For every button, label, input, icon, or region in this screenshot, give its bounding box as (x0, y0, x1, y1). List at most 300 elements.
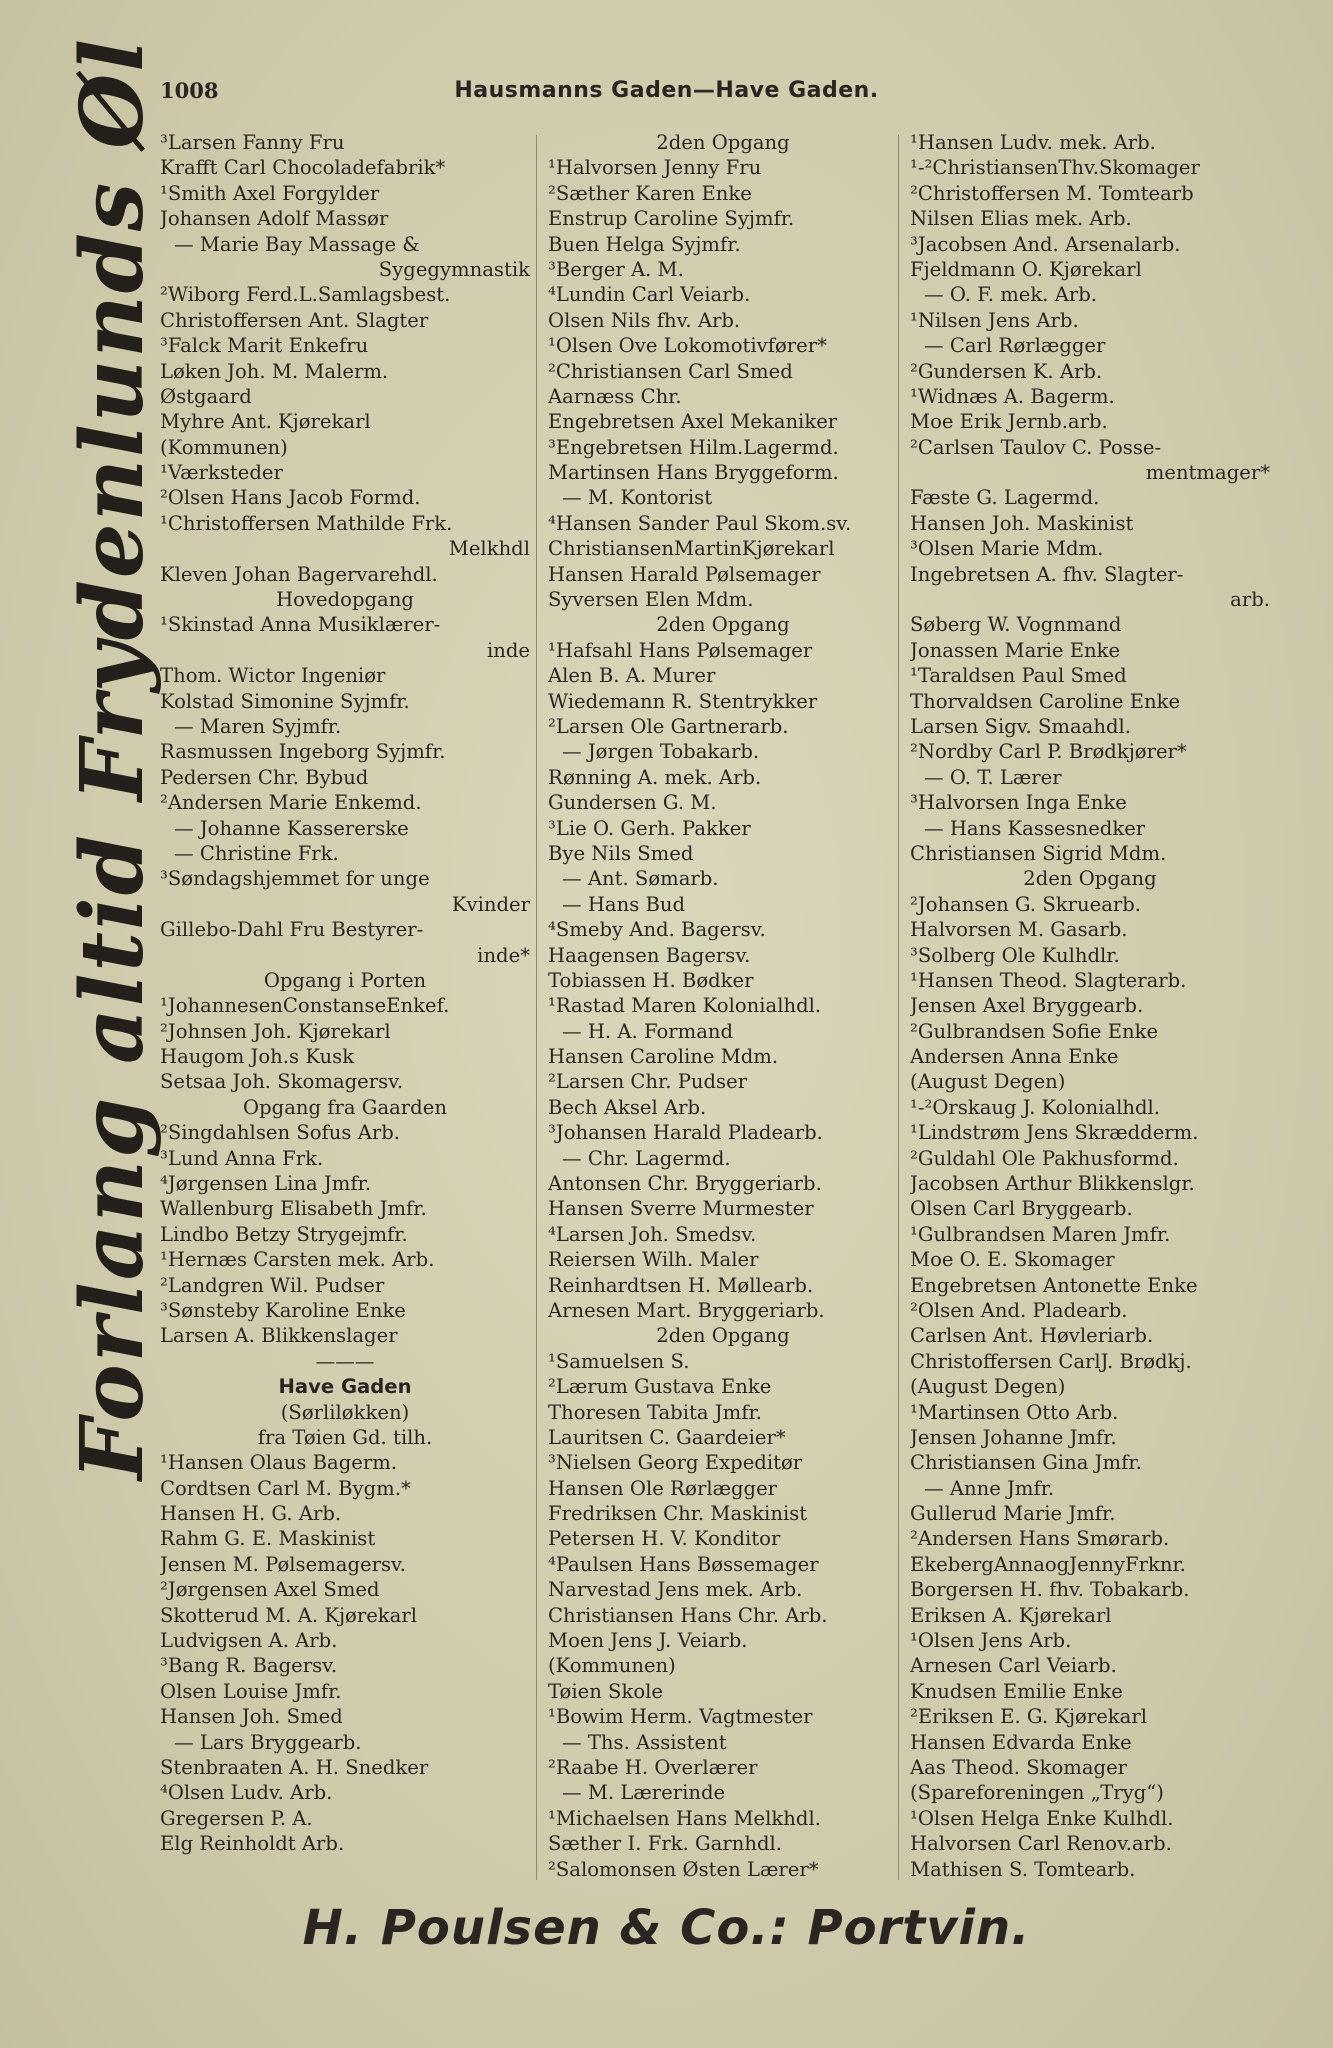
column-rule (898, 135, 899, 1880)
directory-entry (548, 765, 898, 790)
directory-entry (160, 257, 530, 282)
sub-heading (548, 1323, 898, 1348)
entry-text: Christoffersen Ant. Slagter (160, 308, 429, 332)
entry-text: Narvestad Jens mek. Arb. (548, 1578, 803, 1602)
directory-entry (910, 1806, 1270, 1831)
entry-text: ¹Olsen Jens Arb. (910, 1629, 1072, 1653)
directory-entry (910, 1349, 1270, 1374)
entry-text: Haagensen Bagersv. (548, 943, 751, 967)
directory-entry (160, 1730, 530, 1755)
directory-entry (910, 155, 1270, 180)
directory-entry (160, 1577, 530, 1602)
directory-entry (548, 663, 898, 688)
entry-text: Gillebo-Dahl Fru Bestyrer- (160, 918, 424, 942)
sub-heading (160, 1095, 530, 1120)
entry-text: Olsen Louise Jmfr. (160, 1679, 342, 1703)
sub-heading (160, 587, 530, 612)
entry-text: (August Degen) (910, 1375, 1066, 1399)
entry-text: Thorvaldsen Caroline Enke (910, 689, 1181, 713)
entry-text: — Johanne Kassererske (174, 816, 409, 840)
directory-entry (548, 1222, 898, 1247)
entry-text: Olsen Carl Bryggearb. (910, 1197, 1133, 1221)
directory-entry (160, 1196, 530, 1221)
directory-entry (910, 384, 1270, 409)
directory-entry (548, 1171, 898, 1196)
directory-entry (160, 1476, 530, 1501)
entry-text: — Jørgen Tobakarb. (562, 740, 760, 764)
entry-text: Løken Joh. M. Malerm. (160, 359, 389, 383)
entry-text: ¹Olsen Helga Enke Kulhdl. (910, 1806, 1174, 1830)
directory-entry (548, 1146, 898, 1171)
entry-text: ³Engebretsen Hilm.Lagermd. (548, 435, 839, 459)
entry-text: — Ant. Sømarb. (562, 867, 719, 891)
directory-entry (548, 1806, 898, 1831)
entry-text: ¹JohannesenConstanseEnkef. (160, 994, 450, 1018)
entry-text: Elg Reinholdt Arb. (160, 1832, 345, 1856)
directory-entry (910, 1501, 1270, 1526)
entry-text: Wallenburg Elisabeth Jmfr. (160, 1197, 427, 1221)
entry-text: Hovedopgang (276, 588, 414, 612)
entry-text: Østgaard (160, 384, 252, 408)
directory-entry (548, 993, 898, 1018)
directory-entry (160, 892, 530, 917)
directory-entry (160, 282, 530, 307)
entry-text: ²Gundersen K. Arb. (910, 359, 1103, 383)
directory-entry (910, 968, 1270, 993)
directory-entry (160, 1628, 530, 1653)
directory-entry (910, 892, 1270, 917)
entry-text: Setsaa Joh. Skomagersv. (160, 1070, 404, 1094)
directory-entry (548, 1857, 898, 1882)
directory-entry (910, 1222, 1270, 1247)
directory-entry (910, 917, 1270, 942)
directory-entry (910, 282, 1270, 307)
directory-entry (910, 663, 1270, 688)
entry-text: Fæste G. Lagermd. (910, 486, 1100, 510)
entry-text: Andersen Anna Enke (910, 1045, 1119, 1069)
entry-text: ³Halvorsen Inga Enke (910, 791, 1127, 815)
entry-text: Gullerud Marie Jmfr. (910, 1502, 1116, 1526)
directory-entry (160, 1044, 530, 1069)
directory-entry (910, 308, 1270, 333)
directory-entry (548, 1120, 898, 1145)
entry-text: ¹-²ChristiansenThv.Skomager (910, 156, 1200, 180)
entry-text: ³Sønsteby Karoline Enke (160, 1298, 406, 1322)
entry-text: Tøien Skole (548, 1679, 664, 1703)
directory-entry (548, 409, 898, 434)
entry-text: Engebretsen Axel Mekaniker (548, 410, 838, 434)
directory-entry (548, 232, 898, 257)
directory-entry (910, 485, 1270, 510)
directory-entry (548, 816, 898, 841)
directory-entry (910, 1019, 1270, 1044)
directory-entry (160, 1069, 530, 1094)
directory-entry (910, 1476, 1270, 1501)
entry-text: ³Søndagshjemmet for unge (160, 867, 430, 891)
entry-text: Engebretsen Antonette Enke (910, 1273, 1198, 1297)
directory-entry (910, 1653, 1270, 1678)
entry-text: ¹Hansen Ludv. mek. Arb. (910, 131, 1156, 154)
directory-entry (160, 562, 530, 587)
entry-text: — M. Kontorist (562, 486, 713, 510)
directory-entry (910, 1857, 1270, 1882)
directory-entry (548, 181, 898, 206)
entry-text: ²Olsen And. Pladearb. (910, 1298, 1128, 1322)
entry-text: ²Johansen G. Skruearb. (910, 892, 1142, 916)
sub-heading (548, 612, 898, 637)
directory-entry (548, 511, 898, 536)
entry-text: ²Andersen Marie Enkemd. (160, 791, 422, 815)
directory-entry (548, 1526, 898, 1551)
directory-entry (548, 1450, 898, 1475)
directory-entry (910, 1577, 1270, 1602)
entry-text: ⁴Olsen Ludv. Arb. (160, 1781, 333, 1805)
directory-entry (910, 1552, 1270, 1577)
entry-text: — Hans Kassesnedker (924, 816, 1146, 840)
directory-entry (160, 816, 530, 841)
directory-entry (548, 689, 898, 714)
entry-text: Christoffersen CarlJ. Brødkj. (910, 1349, 1192, 1373)
directory-entry (548, 1552, 898, 1577)
entry-text: — Marie Bay Massage & (174, 232, 420, 256)
directory-entry (548, 282, 898, 307)
entry-text: ³Johansen Harald Pladearb. (548, 1121, 823, 1145)
entry-text: ¹Widnæs A. Bagerm. (910, 384, 1115, 408)
directory-entry (548, 1019, 898, 1044)
directory-entry (910, 816, 1270, 841)
directory-entry (160, 511, 530, 536)
directory-entry (160, 714, 530, 739)
entry-text: Hansen Sverre Murmester (548, 1197, 814, 1221)
entry-text: Borgersen H. fhv. Tobakarb. (910, 1578, 1190, 1602)
entry-text: Jacobsen Arthur Blikkenslgr. (910, 1172, 1195, 1196)
directory-entry (548, 359, 898, 384)
directory-entry (548, 1577, 898, 1602)
entry-text: ³Lund Anna Frk. (160, 1146, 324, 1170)
entry-text: — Carl Rørlægger (924, 334, 1106, 358)
entry-text: ¹Bowim Herm. Vagtmester (548, 1705, 813, 1729)
entry-text: 2den Opgang (1023, 867, 1157, 891)
directory-entry (160, 384, 530, 409)
entry-text: (Spareforeningen „Tryg“) (910, 1781, 1164, 1805)
directory-entry (160, 435, 530, 460)
directory-entry (910, 1450, 1270, 1475)
sub-heading (548, 130, 898, 155)
entry-text: ¹Halvorsen Jenny Fru (548, 156, 762, 180)
entry-text: Petersen H. V. Konditor (548, 1527, 781, 1551)
entry-text: ¹Martinsen Otto Arb. (910, 1400, 1119, 1424)
directory-entry (160, 1450, 530, 1475)
column-3 (910, 130, 1270, 1882)
entry-text: ¹Samuelsen S. (548, 1349, 690, 1373)
entry-text: Krafft Carl Chocoladefabrik* (160, 156, 446, 180)
side-advertisement: Forlang altid Frydenlunds Øl (62, 37, 163, 1480)
entry-text: Buen Helga Syjmfr. (548, 232, 741, 256)
entry-text: ³Bang R. Bagersv. (160, 1654, 338, 1678)
entry-text: Hansen Joh. Maskinist (910, 511, 1134, 535)
directory-entry (160, 1603, 530, 1628)
entry-text: ²Jørgensen Axel Smed (160, 1578, 380, 1602)
entry-text: ¹Hernæs Carsten mek. Arb. (160, 1248, 435, 1272)
directory-entry (910, 1730, 1270, 1755)
entry-text: Kolstad Simonine Syjmfr. (160, 689, 410, 713)
directory-entry (160, 308, 530, 333)
directory-entry (160, 612, 530, 637)
directory-entry (910, 536, 1270, 561)
directory-entry (548, 460, 898, 485)
page-number: 1008 (160, 78, 219, 103)
directory-entry (910, 1298, 1270, 1323)
entry-text: ¹Michaelsen Hans Melkhdl. (548, 1806, 821, 1830)
column-2 (548, 130, 898, 1882)
entry-text: Gregersen P. A. (160, 1806, 313, 1830)
directory-entry (548, 435, 898, 460)
sub-heading (160, 1400, 530, 1425)
directory-entry (160, 409, 530, 434)
entry-text: ²Nordby Carl P. Brødkjører* (910, 740, 1187, 764)
entry-text: Opgang fra Gaarden (243, 1095, 447, 1119)
entry-text: Martinsen Hans Bryggeform. (548, 461, 839, 485)
directory-entry (548, 1044, 898, 1069)
entry-text: Have Gaden (278, 1375, 412, 1399)
entry-text: inde (486, 638, 530, 662)
directory-entry (548, 1501, 898, 1526)
directory-entry (910, 1120, 1270, 1145)
entry-text: ¹Olsen Ove Lokomotivfører* (548, 334, 827, 358)
entry-text: Mathisen S. Tomtearb. (910, 1857, 1136, 1881)
directory-entry (160, 841, 530, 866)
entry-text: Hansen Edvarda Enke (910, 1730, 1132, 1754)
directory-entry (548, 866, 898, 891)
entry-text: Syversen Elen Mdm. (548, 588, 754, 612)
entry-text: ChristiansenMartinKjørekarl (548, 537, 835, 561)
directory-entry (910, 435, 1270, 460)
entry-text: Rahm G. E. Maskinist (160, 1527, 376, 1551)
directory-entry (160, 1349, 530, 1374)
directory-entry (548, 1679, 898, 1704)
entry-text: Fjeldmann O. Kjørekarl (910, 257, 1142, 281)
directory-entry (160, 1653, 530, 1678)
entry-text: ²Christoffersen M. Tomtearb (910, 181, 1194, 205)
directory-entry (160, 1222, 530, 1247)
directory-entry (910, 1323, 1270, 1348)
entry-text: ²Olsen Hans Jacob Formd. (160, 486, 421, 510)
directory-entry (160, 130, 530, 155)
entry-text: Moe O. E. Skomager (910, 1248, 1115, 1272)
entry-text: ——— (315, 1349, 375, 1373)
directory-entry (160, 460, 530, 485)
directory-entry (160, 1704, 530, 1729)
directory-entry (160, 1171, 530, 1196)
entry-text: ²Larsen Ole Gartnerarb. (548, 714, 789, 738)
directory-entry (548, 1247, 898, 1272)
entry-text: ²Lærum Gustava Enke (548, 1375, 772, 1399)
bottom-advertisement: H. Poulsen & Co.: Portvin. (302, 1900, 1031, 1956)
entry-text: — M. Lærerinde (562, 1781, 726, 1805)
entry-text: Aarnæss Chr. (548, 384, 682, 408)
entry-text: ³Nielsen Georg Expeditør (548, 1451, 803, 1475)
entry-text: ³Falck Marit Enkefru (160, 334, 369, 358)
directory-entry (160, 1780, 530, 1805)
directory-entry (910, 409, 1270, 434)
directory-entry (910, 587, 1270, 612)
entry-text: fra Tøien Gd. tilh. (257, 1425, 433, 1449)
entry-text: Hansen Harald Pølsemager (548, 562, 821, 586)
directory-entry (548, 739, 898, 764)
sub-heading (160, 968, 530, 993)
directory-entry (548, 1730, 898, 1755)
directory-entry (548, 1298, 898, 1323)
directory-entry (548, 1273, 898, 1298)
directory-entry (160, 917, 530, 942)
directory-entry (910, 1628, 1270, 1653)
entry-text: Jensen Axel Bryggearb. (910, 994, 1144, 1018)
directory-entry (160, 1755, 530, 1780)
directory-entry (160, 333, 530, 358)
entry-text: ²Johnsen Joh. Kjørekarl (160, 1019, 391, 1043)
directory-entry (160, 1146, 530, 1171)
directory-entry (548, 1425, 898, 1450)
entry-text: Hansen H. G. Arb. (160, 1502, 342, 1526)
entry-text: ¹Skinstad Anna Musiklærer- (160, 613, 441, 637)
entry-text: Olsen Nils fhv. Arb. (548, 308, 741, 332)
entry-text: — Hans Bud (562, 892, 686, 916)
entry-text: Carlsen Ant. Høvleriarb. (910, 1324, 1154, 1348)
directory-entry (160, 638, 530, 663)
entry-text: Moe Erik Jernb.arb. (910, 410, 1108, 434)
entry-text: Sæther I. Frk. Garnhdl. (548, 1832, 782, 1856)
entry-text: (Kommunen) (160, 435, 288, 459)
directory-entry (160, 663, 530, 688)
entry-text: 2den Opgang (656, 1324, 790, 1348)
directory-entry (548, 1603, 898, 1628)
entry-text: Johansen Adolf Massør (160, 207, 389, 231)
directory-entry (548, 536, 898, 561)
entry-text: ²Landgren Wil. Pudser (160, 1273, 385, 1297)
entry-text: EkebergAnnaogJennyFrknr. (910, 1552, 1186, 1576)
column-rule (536, 135, 537, 1880)
entry-text: Christiansen Sigrid Mdm. (910, 841, 1167, 865)
entry-text: ²Raabe H. Overlærer (548, 1756, 758, 1779)
directory-entry (160, 1273, 530, 1298)
entry-text: — Christine Frk. (174, 841, 339, 865)
directory-entry (548, 333, 898, 358)
entry-text: ³Jacobsen And. Arsenalarb. (910, 232, 1181, 256)
entry-text: Myhre Ant. Kjørekarl (160, 410, 371, 434)
directory-entry (910, 460, 1270, 485)
directory-entry (910, 1755, 1270, 1780)
directory-entry (910, 206, 1270, 231)
directory-entry (910, 1273, 1270, 1298)
directory-entry (160, 1806, 530, 1831)
directory-entry (548, 943, 898, 968)
directory-entry (548, 638, 898, 663)
directory-entry (548, 1349, 898, 1374)
entry-text: ⁴Lundin Carl Veiarb. (548, 283, 751, 307)
entry-text: ¹Smith Axel Forgylder (160, 181, 380, 205)
entry-text: — Ths. Assistent (562, 1730, 727, 1754)
directory-entry (548, 1095, 898, 1120)
entry-text: ²Andersen Hans Smørarb. (910, 1527, 1170, 1551)
directory-entry (548, 841, 898, 866)
directory-entry (548, 714, 898, 739)
directory-entry (548, 1653, 898, 1678)
entry-text: ²Christiansen Carl Smed (548, 359, 793, 383)
entry-text: Søberg W. Vognmand (910, 613, 1122, 637)
directory-entry (910, 232, 1270, 257)
entry-text: Arnesen Carl Veiarb. (910, 1654, 1117, 1678)
entry-text: ¹-²Orskaug J. Kolonialhdl. (910, 1095, 1161, 1119)
directory-entry (548, 155, 898, 180)
directory-entry (548, 790, 898, 815)
directory-entry (910, 714, 1270, 739)
directory-entry (160, 943, 530, 968)
directory-entry (160, 1501, 530, 1526)
directory-entry (910, 1526, 1270, 1551)
entry-text: (August Degen) (910, 1070, 1066, 1094)
entry-text: Reinhardtsen H. Møllearb. (548, 1273, 814, 1297)
column-1 (160, 130, 530, 1857)
entry-text: Eriksen A. Kjørekarl (910, 1603, 1112, 1627)
entry-text: Halvorsen Carl Renov.arb. (910, 1832, 1172, 1856)
entry-text: Antonsen Chr. Bryggeriarb. (548, 1172, 822, 1196)
entry-text: ²Wiborg Ferd.L.Samlagsbest. (160, 283, 451, 307)
entry-text: (Sørliløkken) (280, 1400, 410, 1424)
directory-entry (910, 1146, 1270, 1171)
directory-entry (910, 1069, 1270, 1094)
entry-text: ²Eriksen E. G. Kjørekarl (910, 1705, 1147, 1729)
directory-entry (548, 1069, 898, 1094)
entry-text: Hansen Ole Rørlægger (548, 1476, 778, 1500)
entry-text: Halvorsen M. Gasarb. (910, 918, 1128, 942)
directory-entry (548, 917, 898, 942)
directory-entry (548, 1476, 898, 1501)
directory-entry (910, 1400, 1270, 1425)
entry-text: Hansen Caroline Mdm. (548, 1045, 779, 1069)
entry-text: Lindbo Betzy Strygejmfr. (160, 1222, 408, 1246)
section-heading (160, 1374, 530, 1399)
directory-entry (910, 1679, 1270, 1704)
entry-text: — Maren Syjmfr. (174, 714, 342, 738)
entry-text: ¹Lindstrøm Jens Skrædderm. (910, 1121, 1199, 1145)
directory-entry (910, 739, 1270, 764)
directory-entry (160, 485, 530, 510)
entry-text: ²Sæther Karen Enke (548, 181, 752, 205)
directory-entry (160, 1120, 530, 1145)
entry-text: Rønning A. mek. Arb. (548, 765, 762, 789)
directory-entry (160, 765, 530, 790)
directory-entry (160, 1526, 530, 1551)
directory-entry (910, 1095, 1270, 1120)
entry-text: Kleven Johan Bagervarehdl. (160, 562, 438, 586)
directory-entry (910, 841, 1270, 866)
entry-text: ³Olsen Marie Mdm. (910, 537, 1104, 561)
directory-entry (910, 790, 1270, 815)
entry-text: Knudsen Emilie Enke (910, 1679, 1123, 1703)
directory-entry (910, 257, 1270, 282)
directory-entry (160, 1323, 530, 1348)
directory-entry (910, 1425, 1270, 1450)
entry-text: Haugom Joh.s Kusk (160, 1045, 355, 1069)
directory-entry (910, 638, 1270, 663)
directory-entry (910, 511, 1270, 536)
directory-entry (160, 739, 530, 764)
directory-entry (548, 1400, 898, 1425)
directory-entry (910, 1831, 1270, 1856)
entry-text: Ludvigsen A. Arb. (160, 1629, 338, 1653)
entry-text: ³Larsen Fanny Fru (160, 131, 345, 154)
entry-text: Pedersen Chr. Bybud (160, 765, 369, 789)
